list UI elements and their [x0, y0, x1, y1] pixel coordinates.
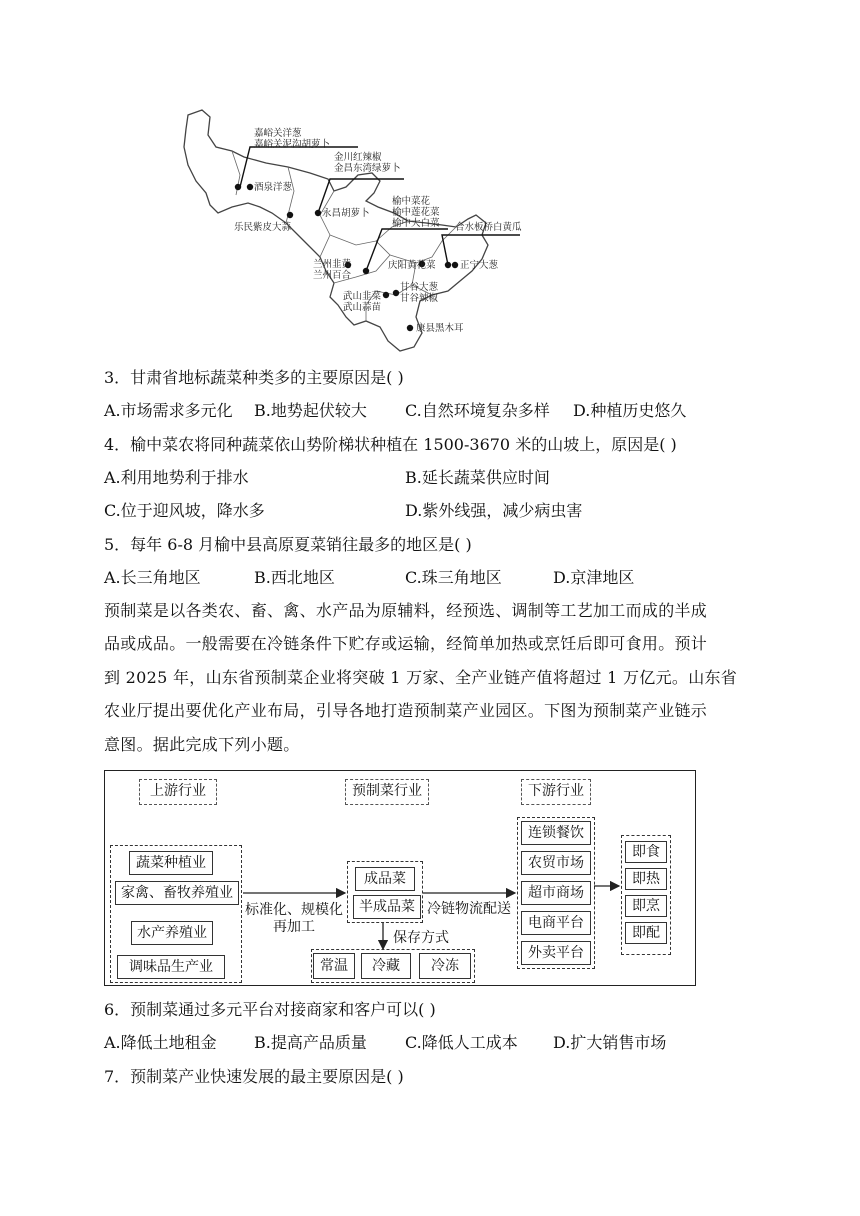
passage-line: 预制菜是以各类农、畜、禽、水产品为原辅料，经预选、调制等工艺加工而成的半成	[104, 601, 708, 620]
q3-option-a[interactable]: A.市场需求多元化	[104, 401, 233, 420]
map-label: 金川红辣椒	[334, 152, 382, 163]
map-label: 康县黑木耳	[416, 323, 464, 334]
q4-option-d[interactable]: D.紫外线强，减少病虫害	[405, 501, 583, 520]
consumption-item: 即食	[625, 841, 667, 863]
q5-option-a[interactable]: A.长三角地区	[104, 568, 201, 587]
q5-option-c[interactable]: C.珠三角地区	[405, 568, 502, 587]
q6-option-c[interactable]: C.降低人工成本	[405, 1033, 518, 1052]
product-item: 半成品菜	[353, 895, 421, 919]
question-4-stem: 4．榆中菜农将同种蔬菜依山势阶梯状种植在 1500-3670 米的山坡上，原因是( )	[104, 435, 677, 454]
map-label: 嘉峪关泥沟胡萝卜	[254, 139, 331, 150]
prepared-food-chain-diagram	[104, 770, 696, 986]
storage-item: 冷藏	[361, 953, 411, 979]
map-label: 酒泉洋葱	[254, 182, 293, 193]
passage-line: 品或成品。一般需要在冷链条件下贮存或运输，经简单加热或烹饪后即可食用。预计	[104, 634, 708, 653]
question-3-stem: 3．甘肃省地标蔬菜种类多的主要原因是( )	[104, 368, 404, 387]
storage-item: 冷冻	[419, 953, 471, 979]
q3-option-c[interactable]: C.自然环境复杂多样	[405, 401, 550, 420]
downstream-item: 农贸市场	[521, 851, 591, 875]
downstream-item: 电商平台	[521, 911, 591, 935]
question-7-stem: 7．预制菜产业快速发展的最主要原因是( )	[104, 1067, 404, 1086]
map-label: 武山蒜苗	[343, 302, 382, 313]
map-label: 榆中大白菜	[392, 218, 440, 229]
q6-option-b[interactable]: B.提高产品质量	[254, 1033, 367, 1052]
q4-option-b[interactable]: B.延长蔬菜供应时间	[405, 468, 550, 487]
map-label: 榆中莲花菜	[392, 207, 440, 218]
map-label: 甘谷辣椒	[400, 293, 439, 304]
process-label: 标准化、规模化	[245, 902, 343, 918]
gansu-vegetable-map	[170, 95, 550, 355]
q4-option-c[interactable]: C.位于迎风坡，降水多	[104, 501, 265, 520]
q3-option-b[interactable]: B.地势起伏较大	[254, 401, 367, 420]
storage-label: 保存方式	[393, 930, 449, 946]
map-label: 甘谷大葱	[400, 282, 439, 293]
map-label: 合水板桥白黄瓜	[455, 222, 522, 233]
q5-option-b[interactable]: B.西北地区	[254, 568, 335, 587]
map-label: 庆阳黄花菜	[388, 260, 436, 271]
downstream-item: 外卖平台	[521, 941, 591, 965]
downstream-item: 超市商场	[521, 881, 591, 905]
downstream-item: 连锁餐饮	[521, 821, 591, 845]
consumption-item: 即配	[625, 922, 667, 944]
upstream-title: 上游行业	[139, 779, 217, 805]
passage-line: 到 2025 年，山东省预制菜企业将突破 1 万家、全产业链产值将超过 1 万亿元。山东省	[104, 668, 738, 687]
map-label: 乐民紫皮大蒜	[234, 222, 292, 233]
question-6-stem: 6．预制菜通过多元平台对接商家和客户可以( )	[104, 1000, 436, 1019]
downstream-title: 下游行业	[521, 779, 591, 805]
q4-option-a[interactable]: A.利用地势利于排水	[104, 468, 249, 487]
map-label: 金昌东湾绿萝卜	[334, 163, 401, 174]
upstream-item: 水产养殖业	[131, 921, 213, 945]
consumption-item: 即热	[625, 868, 667, 890]
upstream-item: 家禽、畜牧养殖业	[115, 881, 239, 905]
q3-option-d[interactable]: D.种植历史悠久	[573, 401, 687, 420]
map-label: 永昌胡萝卜	[322, 208, 370, 219]
map-label: 兰州百合	[313, 270, 352, 281]
upstream-item: 蔬菜种植业	[129, 851, 213, 875]
map-label: 兰州韭黄	[313, 259, 352, 270]
question-5-stem: 5．每年 6-8 月榆中县高原夏菜销往最多的地区是( )	[104, 535, 472, 554]
q6-option-d[interactable]: D.扩大销售市场	[553, 1033, 667, 1052]
q5-option-d[interactable]: D.京津地区	[553, 568, 635, 587]
process-label: 再加工	[273, 919, 315, 935]
consumption-item: 即烹	[625, 895, 667, 917]
logistics-label: 冷链物流配送	[427, 901, 511, 917]
map-label: 正宁大葱	[460, 260, 499, 271]
map-label: 武山韭菜	[343, 291, 382, 302]
map-label: 榆中菜花	[392, 196, 431, 207]
map-label: 嘉峪关洋葱	[254, 128, 302, 139]
storage-item: 常温	[313, 953, 355, 979]
product-item: 成品菜	[355, 867, 415, 891]
q6-option-a[interactable]: A.降低土地租金	[104, 1033, 217, 1052]
prepared-title: 预制菜行业	[345, 779, 429, 805]
upstream-item: 调味品生产业	[117, 955, 225, 979]
passage-line: 意图。据此完成下列小题。	[104, 735, 300, 754]
passage-line: 农业厅提出要优化产业布局，引导各地打造预制菜产业园区。下图为预制菜产业链示	[104, 701, 708, 720]
